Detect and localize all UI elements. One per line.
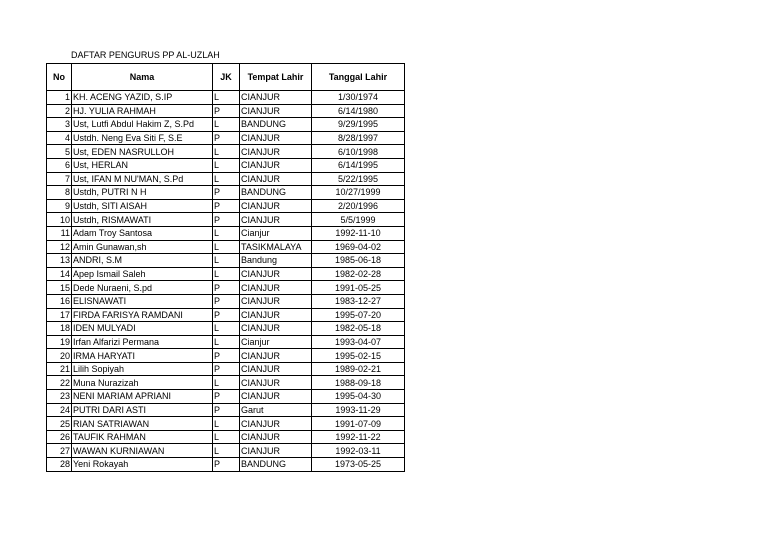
cell-tanggal-lahir: 1969-04-02: [312, 240, 405, 254]
cell-nama: Ust, IFAN M NU'MAN, S.Pd: [72, 172, 213, 186]
cell-nama: RIAN SATRIAWAN: [72, 417, 213, 431]
cell-tempat-lahir: CIANJUR: [240, 430, 312, 444]
table-row: [47, 376, 405, 390]
cell-nama: TAUFIK RAHMAN: [72, 430, 213, 444]
cell-no: 1: [47, 91, 72, 105]
cell-tempat-lahir: CIANJUR: [240, 281, 312, 295]
cell-nama: IDEN MULYADI: [72, 322, 213, 336]
table-row: [47, 308, 405, 322]
staff-table: [46, 63, 405, 472]
cell-jk: P: [213, 362, 240, 376]
cell-jk: L: [213, 172, 240, 186]
cell-tanggal-lahir: 1982-02-28: [312, 267, 405, 281]
cell-tempat-lahir: CIANJUR: [240, 349, 312, 363]
cell-nama: Ust, EDEN NASRULLOH: [72, 145, 213, 159]
cell-jk: L: [213, 335, 240, 349]
table-row: [47, 403, 405, 417]
cell-tanggal-lahir: 1989-02-21: [312, 362, 405, 376]
cell-no: 20: [47, 349, 72, 363]
header-tanggal-lahir: Tanggal Lahir: [312, 64, 405, 91]
table-row: [47, 458, 405, 472]
cell-tempat-lahir: Cianjur: [240, 226, 312, 240]
table-row: [47, 254, 405, 268]
table-header-row: [47, 64, 405, 91]
cell-tempat-lahir: CIANJUR: [240, 267, 312, 281]
cell-tanggal-lahir: 9/29/1995: [312, 118, 405, 132]
cell-tanggal-lahir: 1992-11-22: [312, 430, 405, 444]
cell-tanggal-lahir: 6/14/1995: [312, 158, 405, 172]
cell-jk: L: [213, 240, 240, 254]
cell-tanggal-lahir: 1995-02-15: [312, 349, 405, 363]
document-title: DAFTAR PENGURUS PP AL-UZLAH: [71, 50, 220, 60]
cell-tempat-lahir: BANDUNG: [240, 186, 312, 200]
cell-nama: Apep Ismail Saleh: [72, 267, 213, 281]
cell-tanggal-lahir: 1992-03-11: [312, 444, 405, 458]
cell-nama: Ust, Lutfi Abdul Hakim Z, S.Pd: [72, 118, 213, 132]
cell-no: 13: [47, 254, 72, 268]
table-row: [47, 430, 405, 444]
cell-no: 11: [47, 226, 72, 240]
cell-no: 5: [47, 145, 72, 159]
cell-no: 9: [47, 199, 72, 213]
cell-tanggal-lahir: 6/14/1980: [312, 104, 405, 118]
cell-tempat-lahir: Garut: [240, 403, 312, 417]
cell-jk: P: [213, 199, 240, 213]
cell-jk: P: [213, 131, 240, 145]
table-row: [47, 226, 405, 240]
cell-tempat-lahir: CIANJUR: [240, 444, 312, 458]
cell-nama: Ustdh, PUTRI N H: [72, 186, 213, 200]
cell-jk: L: [213, 226, 240, 240]
cell-nama: Yeni Rokayah: [72, 458, 213, 472]
cell-tempat-lahir: CIANJUR: [240, 322, 312, 336]
cell-nama: Ust, HERLAN: [72, 158, 213, 172]
cell-tempat-lahir: CIANJUR: [240, 145, 312, 159]
cell-nama: Dede Nuraeni, S.pd: [72, 281, 213, 295]
header-jk: JK: [213, 64, 240, 91]
cell-no: 12: [47, 240, 72, 254]
table-row: [47, 131, 405, 145]
cell-tempat-lahir: TASIKMALAYA: [240, 240, 312, 254]
cell-no: 4: [47, 131, 72, 145]
cell-tempat-lahir: CIANJUR: [240, 390, 312, 404]
cell-jk: P: [213, 349, 240, 363]
cell-jk: L: [213, 145, 240, 159]
cell-jk: L: [213, 430, 240, 444]
table-row: [47, 172, 405, 186]
cell-tempat-lahir: CIANJUR: [240, 158, 312, 172]
cell-tempat-lahir: CIANJUR: [240, 104, 312, 118]
cell-nama: Ustdh, RISMAWATI: [72, 213, 213, 227]
cell-no: 18: [47, 322, 72, 336]
cell-tempat-lahir: CIANJUR: [240, 131, 312, 145]
cell-no: 8: [47, 186, 72, 200]
cell-tanggal-lahir: 1991-07-09: [312, 417, 405, 431]
cell-jk: L: [213, 444, 240, 458]
cell-no: 28: [47, 458, 72, 472]
header-tempat-lahir: Tempat Lahir: [240, 64, 312, 91]
cell-jk: L: [213, 254, 240, 268]
cell-nama: Ustdh, SITI AISAH: [72, 199, 213, 213]
cell-jk: P: [213, 104, 240, 118]
cell-jk: L: [213, 322, 240, 336]
cell-nama: Lilih Sopiyah: [72, 362, 213, 376]
cell-tempat-lahir: CIANJUR: [240, 91, 312, 105]
cell-nama: Muna Nurazizah: [72, 376, 213, 390]
cell-jk: P: [213, 294, 240, 308]
cell-tempat-lahir: CIANJUR: [240, 172, 312, 186]
cell-no: 21: [47, 362, 72, 376]
cell-nama: Ustdh. Neng Eva Siti F, S.E: [72, 131, 213, 145]
cell-tempat-lahir: CIANJUR: [240, 213, 312, 227]
table-row: [47, 186, 405, 200]
cell-tanggal-lahir: 1985-06-18: [312, 254, 405, 268]
cell-no: 7: [47, 172, 72, 186]
table-row: [47, 145, 405, 159]
cell-jk: L: [213, 158, 240, 172]
cell-nama: KH. ACENG YAZID, S.IP: [72, 91, 213, 105]
cell-nama: HJ. YULIA RAHMAH: [72, 104, 213, 118]
table-row: [47, 335, 405, 349]
table-row: [47, 118, 405, 132]
cell-tanggal-lahir: 1/30/1974: [312, 91, 405, 105]
cell-jk: P: [213, 281, 240, 295]
cell-jk: L: [213, 376, 240, 390]
cell-jk: P: [213, 308, 240, 322]
cell-tempat-lahir: CIANJUR: [240, 417, 312, 431]
cell-nama: Adam Troy Santosa: [72, 226, 213, 240]
table-row: [47, 417, 405, 431]
cell-jk: L: [213, 91, 240, 105]
cell-tanggal-lahir: 1983-12-27: [312, 294, 405, 308]
cell-nama: WAWAN KURNIAWAN: [72, 444, 213, 458]
cell-no: 19: [47, 335, 72, 349]
cell-tanggal-lahir: 6/10/1998: [312, 145, 405, 159]
table-row: [47, 362, 405, 376]
cell-nama: PUTRI DARI ASTI: [72, 403, 213, 417]
cell-jk: L: [213, 417, 240, 431]
cell-tanggal-lahir: 5/5/1999: [312, 213, 405, 227]
cell-tanggal-lahir: 8/28/1997: [312, 131, 405, 145]
cell-no: 3: [47, 118, 72, 132]
cell-tanggal-lahir: 1988-09-18: [312, 376, 405, 390]
table-row: [47, 240, 405, 254]
table-row: [47, 91, 405, 105]
cell-tanggal-lahir: 1982-05-18: [312, 322, 405, 336]
cell-jk: L: [213, 267, 240, 281]
cell-jk: P: [213, 403, 240, 417]
cell-no: 27: [47, 444, 72, 458]
table-row: [47, 444, 405, 458]
table-row: [47, 158, 405, 172]
cell-nama: Irfan Alfarizi Permana: [72, 335, 213, 349]
cell-tempat-lahir: BANDUNG: [240, 458, 312, 472]
cell-no: 2: [47, 104, 72, 118]
table-row: [47, 104, 405, 118]
cell-jk: P: [213, 458, 240, 472]
cell-tempat-lahir: CIANJUR: [240, 199, 312, 213]
cell-tempat-lahir: CIANJUR: [240, 294, 312, 308]
cell-no: 6: [47, 158, 72, 172]
cell-no: 17: [47, 308, 72, 322]
cell-nama: ANDRI, S.M: [72, 254, 213, 268]
table-row: [47, 294, 405, 308]
cell-nama: ELISNAWATI: [72, 294, 213, 308]
cell-tanggal-lahir: 1993-11-29: [312, 403, 405, 417]
cell-no: 23: [47, 390, 72, 404]
cell-no: 16: [47, 294, 72, 308]
cell-nama: FIRDA FARISYA RAMDANI: [72, 308, 213, 322]
cell-nama: Amin Gunawan,sh: [72, 240, 213, 254]
cell-jk: P: [213, 213, 240, 227]
cell-tempat-lahir: Bandung: [240, 254, 312, 268]
cell-tempat-lahir: BANDUNG: [240, 118, 312, 132]
cell-jk: L: [213, 118, 240, 132]
cell-tanggal-lahir: 1991-05-25: [312, 281, 405, 295]
table-row: [47, 267, 405, 281]
cell-no: 22: [47, 376, 72, 390]
cell-no: 25: [47, 417, 72, 431]
table-row: [47, 322, 405, 336]
cell-no: 10: [47, 213, 72, 227]
cell-nama: IRMA HARYATI: [72, 349, 213, 363]
cell-no: 14: [47, 267, 72, 281]
table-row: [47, 281, 405, 295]
table-row: [47, 349, 405, 363]
cell-tanggal-lahir: 10/27/1999: [312, 186, 405, 200]
cell-jk: P: [213, 186, 240, 200]
table-row: [47, 390, 405, 404]
cell-no: 26: [47, 430, 72, 444]
cell-no: 24: [47, 403, 72, 417]
cell-tempat-lahir: CIANJUR: [240, 308, 312, 322]
table-body: [47, 91, 405, 472]
cell-tempat-lahir: CIANJUR: [240, 376, 312, 390]
table-row: [47, 199, 405, 213]
cell-tanggal-lahir: 1993-04-07: [312, 335, 405, 349]
cell-nama: NENI MARIAM APRIANI: [72, 390, 213, 404]
cell-tempat-lahir: CIANJUR: [240, 362, 312, 376]
cell-jk: P: [213, 390, 240, 404]
header-no: No: [47, 64, 72, 91]
cell-no: 15: [47, 281, 72, 295]
cell-tanggal-lahir: 2/20/1996: [312, 199, 405, 213]
cell-tanggal-lahir: 1973-05-25: [312, 458, 405, 472]
cell-tanggal-lahir: 1995-07-20: [312, 308, 405, 322]
cell-tempat-lahir: Cianjur: [240, 335, 312, 349]
cell-tanggal-lahir: 1995-04-30: [312, 390, 405, 404]
cell-tanggal-lahir: 1992-11-10: [312, 226, 405, 240]
cell-tanggal-lahir: 5/22/1995: [312, 172, 405, 186]
table-row: [47, 213, 405, 227]
header-nama: Nama: [72, 64, 213, 91]
